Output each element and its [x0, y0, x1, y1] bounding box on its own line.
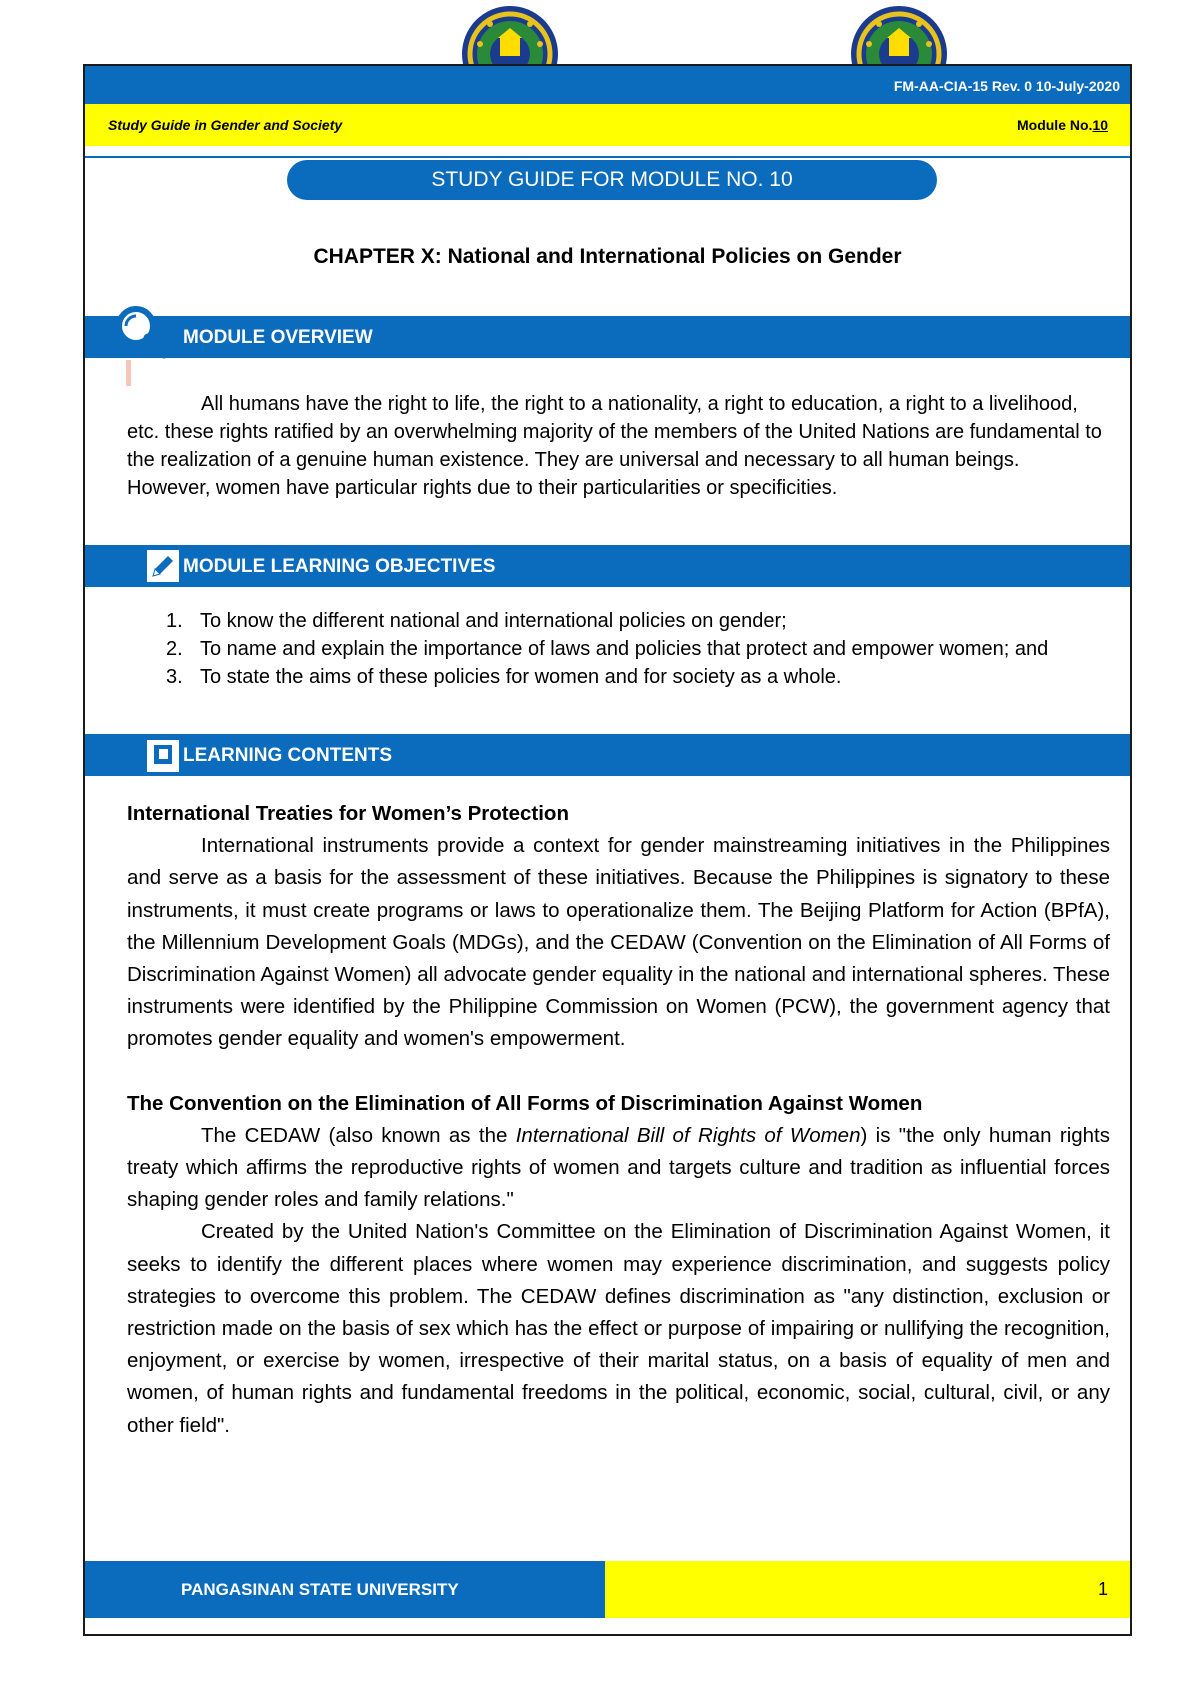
objective-number: 1.	[166, 610, 183, 632]
learning-contents-heading: LEARNING CONTENTS	[183, 745, 392, 766]
objective-text: To know the different national and international policies on gender;	[200, 610, 787, 632]
chapter-title: CHAPTER X: National and International Policies on Gender	[313, 245, 902, 268]
university-seal-right	[849, 4, 949, 66]
decorative-tick	[126, 360, 131, 386]
header-divider	[85, 156, 1130, 158]
module-overview-heading: MODULE OVERVIEW	[183, 327, 373, 348]
edit-icon	[145, 548, 181, 584]
cedaw-paragraph-2: Created by the United Nation's Committee on the Elimination of Discrimination Against Women, it seeks to identify the different places where women may experience discrimination, and suggests policy strategies to overcome this problem. The CEDAW defines discrimination as "any distinction, exclusion or restriction made on the basis of sex which has the effect or purpose of impairing or nullifying the recognition, enjoyment, or exercise by women, irrespective of their marital status, on a basis of equality of men and women, of human rights and fundamental freedoms in the political, economic, social, cultural, civil, or any other field".	[127, 1220, 1110, 1437]
footer-university-bar	[85, 1561, 605, 1618]
module-number-label	[1017, 117, 1108, 133]
paragraph-spacer	[127, 1056, 1110, 1088]
cedaw-text-before: The CEDAW (also known as the	[201, 1123, 516, 1147]
section-heading-cedaw: The Convention on the Elimination of All Forms of Discrimination Against Women	[127, 1091, 923, 1115]
book-icon	[145, 738, 181, 774]
header-course-bar	[85, 104, 1130, 146]
objective-text: To name and explain the importance of laws and policies that protect and empower women; and	[200, 638, 1049, 660]
search-icon	[114, 304, 170, 360]
learning-objectives-bar	[85, 545, 1130, 587]
objective-text: To state the aims of these policies for women and for society as a whole.	[200, 666, 842, 688]
learning-objectives-list	[160, 607, 1120, 691]
international-treaties-paragraph: International instruments provide a context for gender mainstreaming initiatives in the Philippines and serve as a basis for the assessment of these initiatives. Because the Philippines is signatory to these instruments, it must create programs or laws to operationalize them. The Beijing Platform for Action (BPfA), the Millennium Development Goals (MDGs), and the CEDAW (Convention on the Elimination of All Forms of Discrimination Against Women) all advocate gender equality in the national and international spheres. These instruments were identified by the Philippine Commission on Women (PCW), the government agency that promotes gender equality and women's empowerment.	[127, 834, 1110, 1051]
overview-paragraph: All humans have the right to life, the right to a nationality, a right to education, a right to a livelihood, etc. these rights ratified by an overwhelming majority of the members of the United Nations are fundamental to the realization of a genuine human existence. They are universal and necessary to all human beings. However, women have particular rights due to their particularities or specificities.	[127, 393, 1102, 499]
objective-item	[160, 663, 1120, 691]
cedaw-paragraph-1	[127, 1120, 1110, 1217]
module-label: Module No.	[1016, 117, 1093, 133]
university-seal-left	[460, 4, 560, 66]
cedaw-text-after: ) is "the only human rights treaty which affirms the reproductive rights of women and targets culture and tradition as influential forces shaping gender roles and family relations."	[127, 1123, 1110, 1212]
objective-number: 3.	[166, 666, 183, 688]
learning-contents-body	[127, 798, 1110, 1442]
module-overview-bar	[85, 316, 1130, 358]
objective-number: 2.	[166, 638, 183, 660]
study-guide-title-banner: STUDY GUIDE FOR MODULE NO. 10	[287, 160, 937, 200]
header-form-bar	[85, 66, 1130, 104]
section-heading-international-treaties: International Treaties for Women’s Protection	[127, 802, 569, 825]
learning-contents-bar	[85, 734, 1130, 776]
course-title: Study Guide in Gender and Society	[108, 117, 343, 133]
learning-objectives-heading: MODULE LEARNING OBJECTIVES	[183, 556, 496, 577]
objective-item	[160, 635, 1120, 663]
footer-university-name: PANGASINAN STATE UNIVERSITY	[181, 1580, 459, 1599]
objective-item	[160, 607, 1120, 635]
form-code: FM-AA-CIA-15 Rev. 0 10-July-2020	[893, 78, 1120, 94]
cedaw-alias-italic: International Bill of Rights of Women	[515, 1123, 861, 1147]
module-number: 10	[1092, 117, 1108, 133]
module-overview-text	[127, 390, 1107, 502]
page-number: 1	[1097, 1579, 1108, 1599]
footer-page-bar	[605, 1561, 1130, 1618]
